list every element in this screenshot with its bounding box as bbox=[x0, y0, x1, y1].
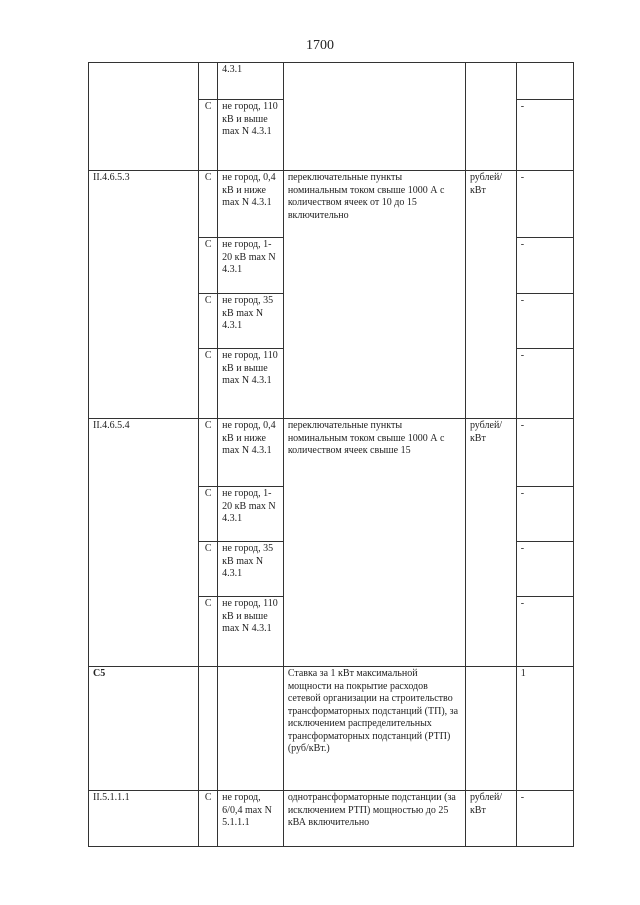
voltage-cell: 4.3.1 bbox=[218, 63, 284, 100]
name-cell: переключательные пункты номинальным током свыше 1000 А с количеством ячеек от 10 до 15 включительно bbox=[283, 171, 465, 419]
row-number-cell: II.4.6.5.4 bbox=[89, 419, 199, 667]
voltage-cell: не город, 35 кВ max N 4.3.1 bbox=[218, 542, 284, 597]
voltage-cell: не город, 6/0,4 max N 5.1.1.1 bbox=[218, 791, 284, 847]
code-cell: C bbox=[199, 100, 218, 171]
row-number-cell: C5 bbox=[89, 667, 199, 791]
voltage-cell: не город, 110 кВ и выше max N 4.3.1 bbox=[218, 597, 284, 667]
table-row bbox=[89, 419, 574, 487]
table-row bbox=[89, 63, 574, 100]
value-cell bbox=[516, 63, 573, 100]
voltage-cell: не город, 1-20 кВ max N 4.3.1 bbox=[218, 487, 284, 542]
voltage-cell: не город, 0,4 кВ и ниже max N 4.3.1 bbox=[218, 419, 284, 487]
code-cell: C bbox=[199, 487, 218, 542]
unit-cell bbox=[465, 63, 516, 171]
code-cell bbox=[199, 63, 218, 100]
value-cell: - bbox=[516, 597, 573, 667]
code-cell: C bbox=[199, 349, 218, 419]
value-cell: - bbox=[516, 542, 573, 597]
table-row bbox=[89, 667, 574, 791]
code-cell: C bbox=[199, 238, 218, 294]
code-cell bbox=[199, 667, 218, 791]
code-cell: C bbox=[199, 294, 218, 349]
value-cell: - bbox=[516, 171, 573, 238]
unit-cell: рублей/ кВт bbox=[465, 791, 516, 847]
name-cell: переключательные пункты номинальным током свыше 1000 А с количеством ячеек свыше 15 bbox=[283, 419, 465, 667]
voltage-cell: не город, 0,4 кВ и ниже max N 4.3.1 bbox=[218, 171, 284, 238]
page-number: 1700 bbox=[306, 38, 334, 53]
voltage-cell: не город, 110 кВ и выше max N 4.3.1 bbox=[218, 100, 284, 171]
value-cell: - bbox=[516, 100, 573, 171]
code-cell: C bbox=[199, 542, 218, 597]
code-cell: C bbox=[199, 597, 218, 667]
value-cell: - bbox=[516, 791, 573, 847]
row-number-cell: II.4.6.5.3 bbox=[89, 171, 199, 419]
row-number-cell bbox=[89, 63, 199, 171]
name-cell: Ставка за 1 кВт максимальной мощности на покрытие расходов сетевой организации на строительство трансформаторных подстанций (ТП), за исключением распределительных трансформаторных подстанций (РТП) (руб/кВт.) bbox=[283, 667, 465, 791]
voltage-cell bbox=[218, 667, 284, 791]
value-cell: - bbox=[516, 238, 573, 294]
unit-cell: рублей/ кВт bbox=[465, 419, 516, 667]
unit-cell: рублей/ кВт bbox=[465, 171, 516, 419]
voltage-cell: не город, 35 кВ max N 4.3.1 bbox=[218, 294, 284, 349]
value-cell: 1 bbox=[516, 667, 573, 791]
name-cell bbox=[283, 63, 465, 171]
tariff-table bbox=[88, 62, 574, 847]
unit-cell bbox=[465, 667, 516, 791]
code-cell: C bbox=[199, 171, 218, 238]
voltage-cell: не город, 110 кВ и выше max N 4.3.1 bbox=[218, 349, 284, 419]
value-cell: - bbox=[516, 294, 573, 349]
voltage-cell: не город, 1-20 кВ max N 4.3.1 bbox=[218, 238, 284, 294]
value-cell: - bbox=[516, 487, 573, 542]
code-cell: C bbox=[199, 791, 218, 847]
name-cell: однотрансформаторные подстанции (за исключением РТП) мощностью до 25 кВА включительно bbox=[283, 791, 465, 847]
value-cell: - bbox=[516, 349, 573, 419]
table-row bbox=[89, 171, 574, 238]
table-row bbox=[89, 791, 574, 847]
value-cell: - bbox=[516, 419, 573, 487]
code-cell: C bbox=[199, 419, 218, 487]
row-number-cell: II.5.1.1.1 bbox=[89, 791, 199, 847]
